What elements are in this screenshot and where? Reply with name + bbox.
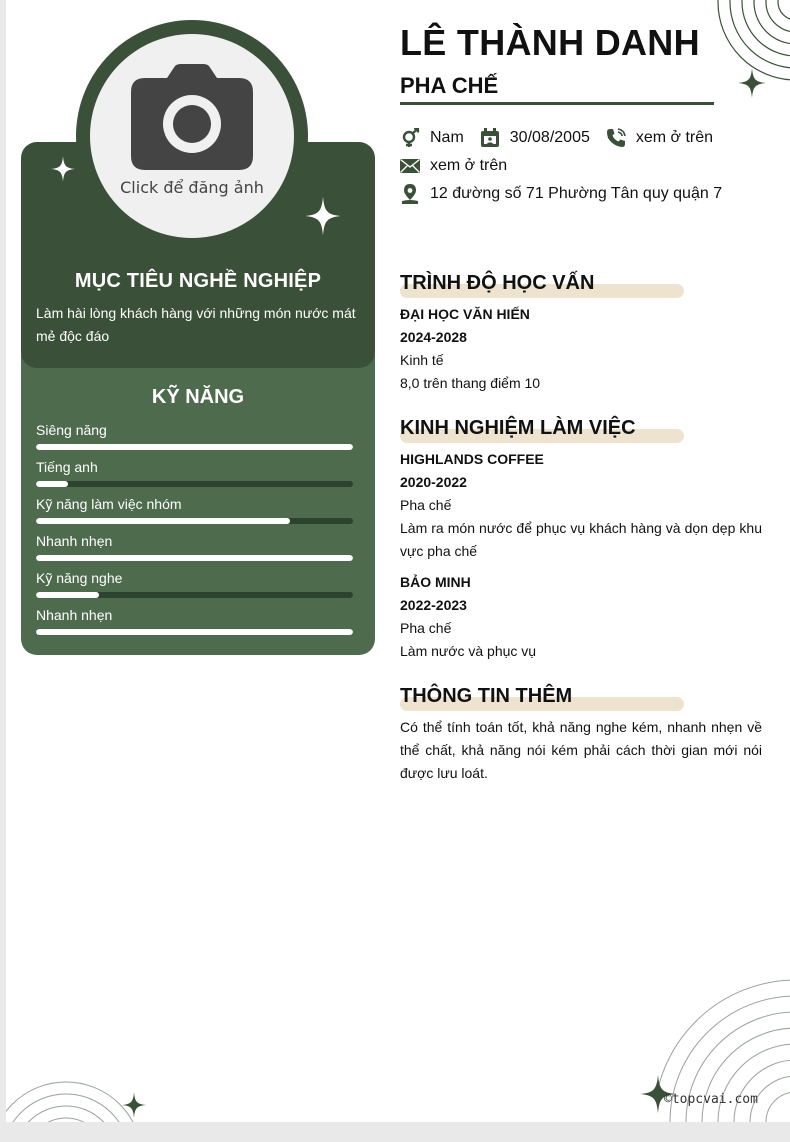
job-company: HIGHLANDS COFFEE <box>400 451 544 467</box>
education-major: Kinh tế <box>400 352 444 368</box>
skill-bar-fill <box>36 444 353 450</box>
title-divider <box>400 102 714 105</box>
objective-text: Làm hài lòng khách hàng với những món nước mát mẻ độc đáo <box>36 305 356 344</box>
avatar-frame <box>76 20 308 252</box>
contact-row-2 <box>400 156 507 176</box>
skill-bar-fill <box>36 555 353 561</box>
job-role: Pha chế <box>400 497 452 513</box>
job-title: PHA CHẾ <box>400 73 499 98</box>
job-description: Làm nước và phục vụ <box>400 643 537 659</box>
education-heading: TRÌNH ĐỘ HỌC VẤN <box>400 272 595 294</box>
skill-item <box>36 495 353 524</box>
watermark: ©topcvai.com <box>664 1092 758 1107</box>
skill-bar-track <box>36 592 353 598</box>
education-school: ĐẠI HỌC VĂN HIẾN <box>400 306 530 322</box>
skill-bar-track <box>36 555 353 561</box>
skill-name: Nhanh nhẹn <box>36 607 113 623</box>
sparkle-icon <box>738 68 766 98</box>
skill-item <box>36 606 353 635</box>
skill-name: Nhanh nhẹn <box>36 533 113 549</box>
extra-info-text: Có thể tính toán tốt, khả năng nghe kém, nhanh nhẹn về thể chất, khả năng nói kém phải cách thời gian mới nói được lưu loát. <box>400 719 762 781</box>
skill-bar-fill <box>36 629 353 635</box>
job-company: BẢO MINH <box>400 574 471 590</box>
skill-item <box>36 569 353 598</box>
skill-bar-fill <box>36 592 99 598</box>
contact-row-1 <box>400 128 713 148</box>
email-value: xem ở trên <box>430 157 508 174</box>
address-value: 12 đường số 71 Phường Tân quy quận 7 <box>430 185 723 202</box>
gender-value: Nam <box>430 129 464 146</box>
skill-bar-track <box>36 481 353 487</box>
skill-bar-track <box>36 444 353 450</box>
sparkle-icon <box>305 196 341 236</box>
skill-name: Tiếng anh <box>36 459 98 475</box>
job-period: 2020-2022 <box>400 474 467 490</box>
calendar-icon <box>480 128 500 148</box>
job-period: 2022-2023 <box>400 597 467 613</box>
skill-item <box>36 458 353 487</box>
gender-icon <box>400 128 420 148</box>
skill-name: Kỹ năng nghe <box>36 570 123 586</box>
skill-bar-fill <box>36 481 68 487</box>
location-icon <box>400 184 420 204</box>
skill-bar-track <box>36 518 353 524</box>
skill-item <box>36 421 353 450</box>
job-role: Pha chế <box>400 620 452 636</box>
phone-icon <box>606 128 626 148</box>
skill-name: Kỹ năng làm việc nhóm <box>36 496 182 512</box>
camera-icon <box>131 64 253 170</box>
email-icon <box>400 156 420 176</box>
job-description: Làm ra món nước để phục vụ khách hàng và dọn dẹp khu vực pha chế <box>400 520 762 559</box>
experience-heading: KINH NGHIỆM LÀM VIỆC <box>400 417 636 439</box>
photo-upload-caption: Click để đăng ảnh <box>120 178 264 197</box>
contact-row-3 <box>400 184 722 204</box>
sparkle-icon <box>122 1092 146 1118</box>
skills-card <box>21 340 375 655</box>
avatar-upload[interactable] <box>90 34 294 238</box>
skills-heading: KỸ NĂNG <box>151 386 245 408</box>
extra-info-heading: THÔNG TIN THÊM <box>400 685 573 707</box>
cv-page <box>6 0 790 1122</box>
phone-value: xem ở trên <box>635 129 714 146</box>
skill-item <box>36 532 353 561</box>
skill-name: Siêng năng <box>36 422 107 438</box>
education-period: 2024-2028 <box>400 329 467 345</box>
objective-heading: MỤC TIÊU NGHỀ NGHIỆP <box>74 270 322 292</box>
sparkle-icon <box>51 156 75 182</box>
skill-bar-track <box>36 629 353 635</box>
skill-bar-fill <box>36 518 290 524</box>
birthdate-value: 30/08/2005 <box>509 129 590 146</box>
education-grade: 8,0 trên thang điểm 10 <box>400 375 541 391</box>
candidate-name: LÊ THÀNH DANH <box>400 22 700 63</box>
